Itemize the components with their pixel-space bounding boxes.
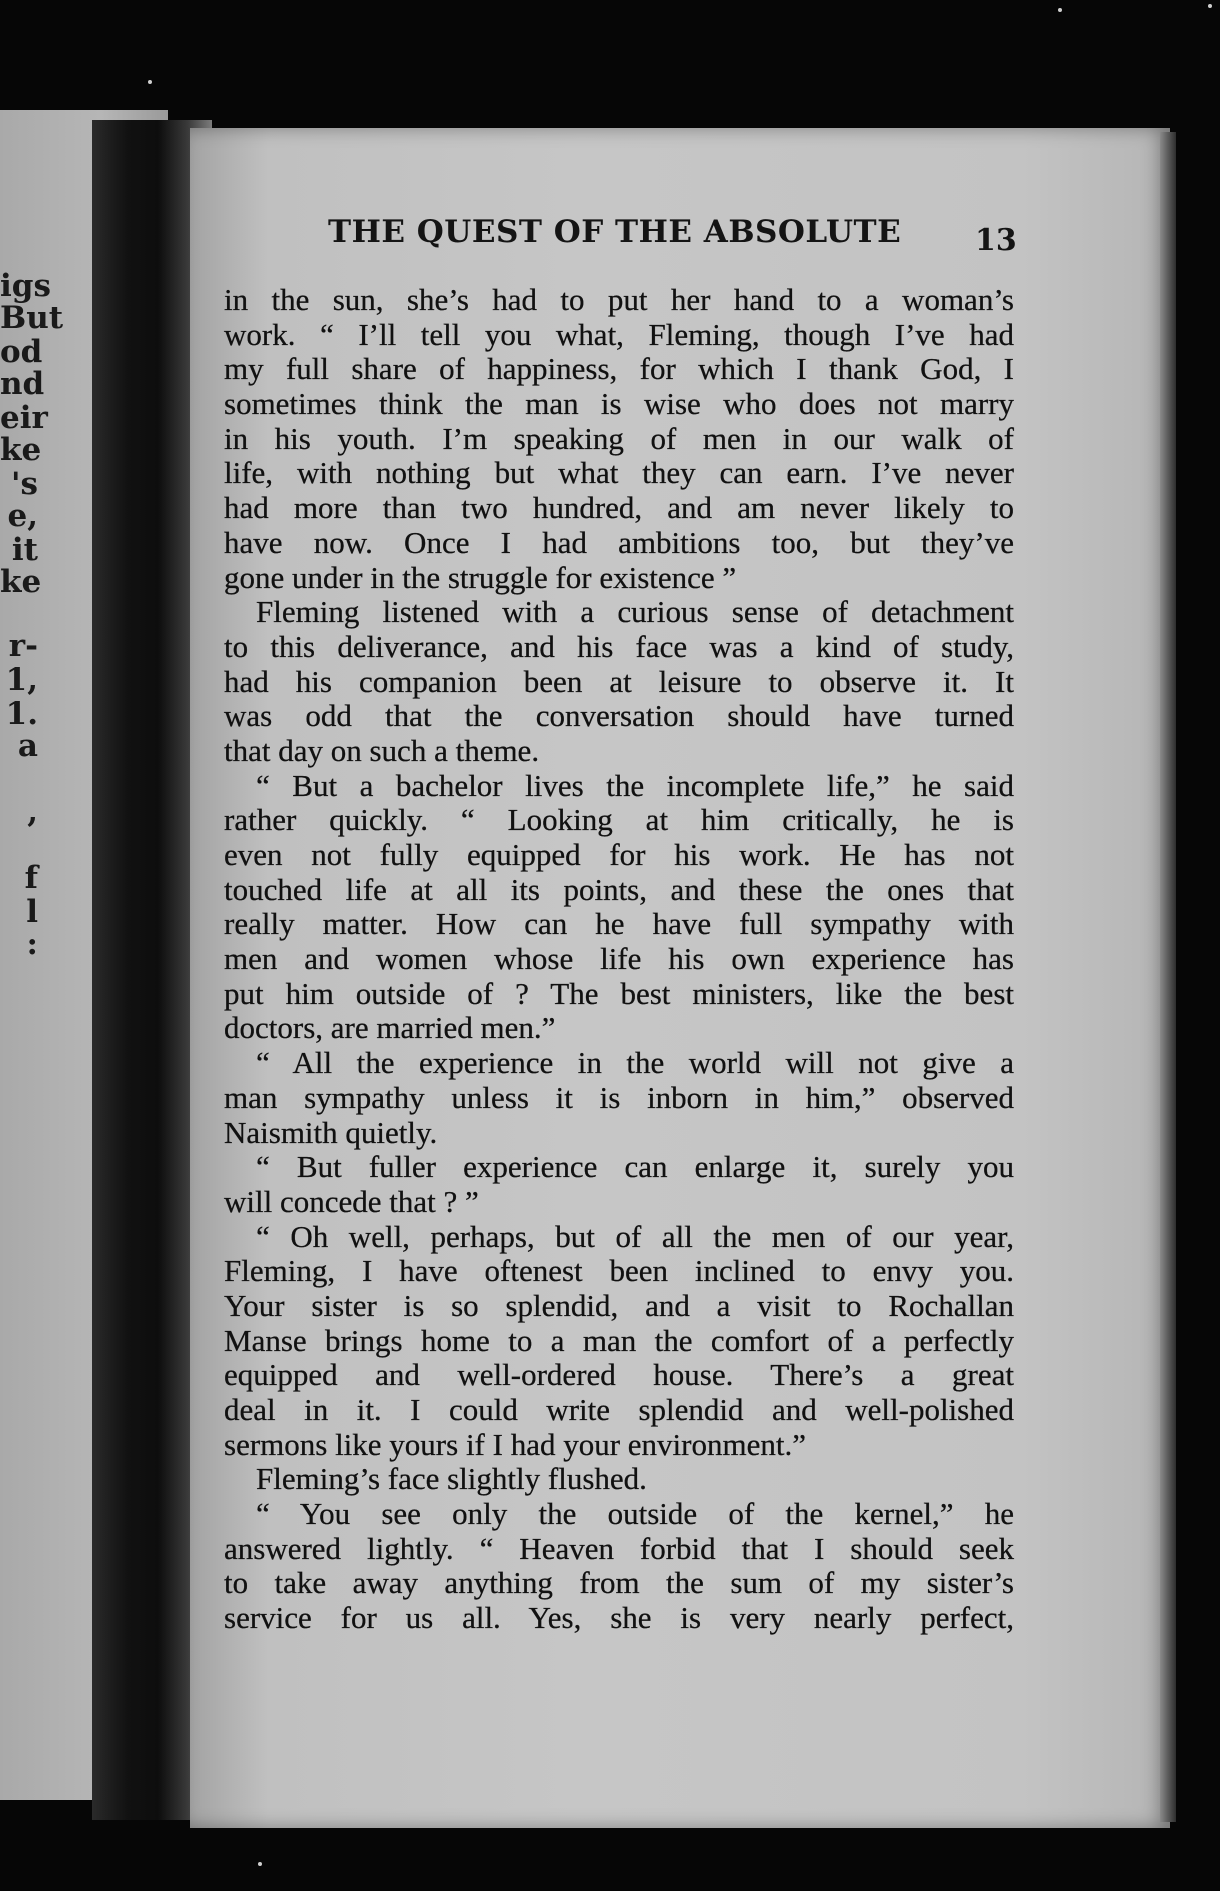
text-line: man sympathy unless it is inborn in him,” observed [224,1079,1014,1115]
left-page-edge-line: nd [0,366,45,402]
text-line: that day on such a theme. [224,732,540,768]
left-page-edge-line: eir [0,400,48,436]
text-line: in his youth. I’m speaking of men in our walk of [224,420,1014,456]
text-line: to this deliverance, and his face was a kind of study, [224,628,1014,664]
text-line: life, with nothing but what they can earn. I’ve never [224,455,1014,491]
text-line: in the sun, she’s had to put her hand to a woman’s [224,282,1014,317]
dust-speck [1058,8,1062,12]
text-line: “ But fuller experience can enlarge it, surely you [256,1149,1014,1185]
text-line: really matter. How can he have full sympathy with [224,906,1014,942]
dust-speck [1208,4,1212,8]
running-head: THE QUEST OF THE ABSOLUTE [328,214,902,250]
text-line: “ Oh well, perhaps, but of all the men of our year, [256,1218,1014,1254]
text-line: men and women whose life his own experience has [224,941,1014,977]
page-edge-shadow [1160,132,1176,1822]
text-line: gone under in the struggle for existence ” [224,559,737,595]
text-line: had more than two hundred, and am never likely to [224,490,1014,526]
text-line: equipped and well-ordered house. There’s a great [224,1357,1014,1393]
text-line: to take away anything from the sum of my sister’s [224,1565,1014,1601]
text-line: “ You see only the outside of the kernel,” he [256,1496,1014,1532]
text-line: answered lightly. “ Heaven forbid that I should seek [224,1530,1014,1566]
left-page-edge-line: it [11,532,38,568]
text-line: doctors, are married men.” [224,1010,556,1046]
text-line: rather quickly. “ Looking at him critically, he is [224,802,1014,838]
text-line: have now. Once I had ambitions too, but they’ve [224,524,1014,560]
left-page-edge-line: igs [0,268,51,304]
left-page-edge-line: 's [11,466,38,502]
left-page-edge-line: od [0,334,43,370]
text-line: even not fully equipped for his work. He has not [224,837,1014,872]
text-line: was odd that the conversation should have turned [224,698,1014,734]
left-page-edge-line: e, [7,498,38,534]
text-line: Manse brings home to a man the comfort of a perfectly [224,1322,1014,1358]
text-line: had his companion been at leisure to observe it. It [224,663,1014,699]
text-line: Fleming’s face slightly flushed. [256,1461,647,1497]
text-line: Naismith quietly. [224,1114,438,1150]
left-page-edge-line: , [27,794,38,830]
text-line: service for us all. Yes, she is very nearly perfect, [224,1600,1014,1636]
text-line: Your sister is so splendid, and a visit to Rochallan [224,1287,1014,1323]
text-line: “ But a bachelor lives the incomplete life,” he said [256,767,1014,803]
text-line: will concede that ? ” [224,1183,479,1219]
text-line: work. “ I’ll tell you what, Fleming, though I’ve had [224,316,1014,352]
dust-speck [258,1862,262,1866]
left-page-edge-line: 1, [5,662,38,698]
left-page-edge-line: ke [0,432,42,468]
left-page-edge-line: f [24,860,38,896]
left-page-edge-line: ke [0,564,42,600]
text-line: my full share of happiness, for which I thank God, I [224,351,1014,387]
text-line: sermons like yours if I had your environment.” [224,1426,806,1462]
text-line: “ All the experience in the world will not give a [256,1045,1014,1081]
left-page-edge-line: r- [8,628,38,664]
text-line: Fleming, I have oftenest been inclined to envy you. [224,1253,1014,1289]
text-line: put him outside of ? The best ministers, like the best [224,975,1014,1011]
text-line: sometimes think the man is wise who does not marry [224,386,1014,422]
left-page-edge-line: l [26,894,38,930]
left-page-edge-line: a [17,728,38,764]
page-number: 13 [975,223,1017,258]
left-page-edge-line: : [26,926,38,962]
body-text [224,283,1014,1636]
text-line: touched life at all its points, and these the ones that [224,871,1014,907]
text-line: Fleming listened with a curious sense of detachment [256,594,1014,630]
dust-speck [148,80,152,84]
text-line: deal in it. I could write splendid and well-polished [224,1392,1014,1427]
left-page-edge-line: But [0,300,64,336]
left-page-edge-line: 1. [5,696,38,732]
